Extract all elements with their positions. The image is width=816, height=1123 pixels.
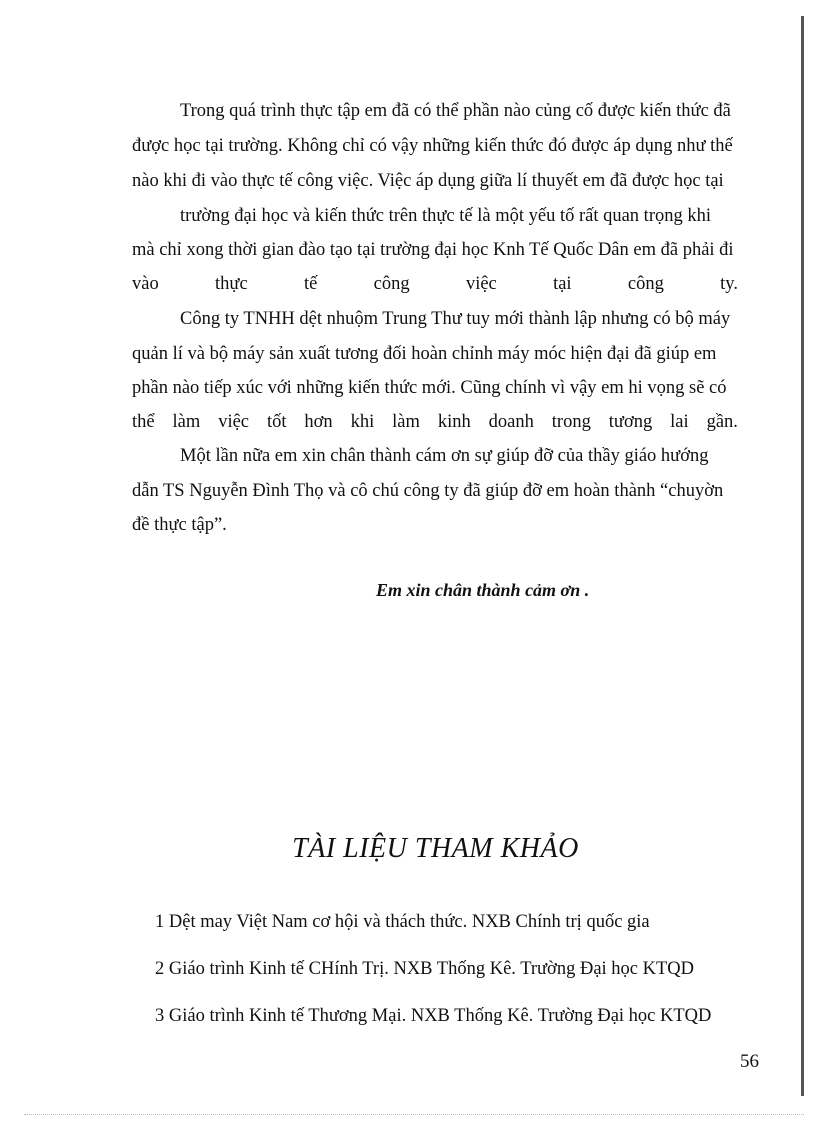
word: hơn bbox=[304, 412, 333, 432]
word: tốt bbox=[266, 412, 287, 432]
word: doanh bbox=[488, 412, 534, 432]
body-line-justified bbox=[132, 411, 738, 433]
word: kinh bbox=[437, 412, 471, 432]
word: làm bbox=[392, 412, 420, 432]
body-line: dẫn TS Nguyễn Đình Thọ và cô chú công ty đã giúp đỡ em hoàn thành “chuyờn bbox=[132, 481, 724, 501]
word: tế bbox=[303, 274, 318, 294]
word: làm bbox=[172, 412, 201, 432]
body-line: phần nào tiếp xúc với những kiến thức mới. Cũng chính vì vậy em hi vọng sẽ có bbox=[132, 378, 727, 398]
reference-item: 2 Giáo trình Kinh tế CHính Trị. NXB Thống Kê. Trường Đại học KTQD bbox=[155, 959, 695, 979]
body-line: quản lí và bộ máy sản xuất tương đối hoàn chỉnh máy móc hiện đại đã giúp em bbox=[132, 344, 717, 364]
word: vào bbox=[132, 274, 159, 294]
body-line: được học tại trường. Không chỉ có vậy những kiến thức đó được áp dụng như thế bbox=[132, 136, 733, 156]
page-number: 56 bbox=[740, 1051, 759, 1072]
word: lai bbox=[670, 412, 689, 432]
body-line: Công ty TNHH dệt nhuộm Trung Thư tuy mới thành lập nhưng có bộ máy bbox=[180, 309, 731, 329]
page-border-bottom bbox=[24, 1114, 804, 1115]
word: công bbox=[627, 274, 664, 294]
reference-item: 1 Dệt may Việt Nam cơ hội và thách thức. NXB Chính trị quốc gia bbox=[155, 912, 650, 932]
body-line: mà chỉ xong thời gian đào tạo tại trường đại học Knh Tế Quốc Dân em đã phải đi bbox=[132, 240, 734, 260]
page-border-right bbox=[801, 16, 804, 1096]
word: khi bbox=[350, 412, 375, 432]
closing-thanks: Em xin chân thành cảm ơn . bbox=[376, 580, 590, 600]
word: ty. bbox=[720, 274, 738, 294]
word: công bbox=[373, 274, 410, 294]
word: thực bbox=[215, 274, 248, 294]
body-line: đề thực tập”. bbox=[132, 515, 227, 535]
word: việc bbox=[465, 274, 497, 294]
body-line-justified bbox=[132, 273, 738, 295]
references-heading-text: TÀI LIỆU THAM KHẢO bbox=[292, 833, 579, 864]
references-heading bbox=[0, 833, 816, 865]
word: việc bbox=[218, 412, 250, 432]
reference-item: 3 Giáo trình Kinh tế Thương Mại. NXB Thống Kê. Trường Đại học KTQD bbox=[155, 1006, 712, 1026]
word: tương bbox=[608, 412, 653, 432]
body-line: trường đại học và kiến thức trên thực tế là một yếu tố rất quan trọng khi bbox=[180, 206, 711, 226]
word: thể bbox=[132, 412, 155, 432]
body-line: nào khi đi vào thực tế công việc. Việc áp dụng giữa lí thuyết em đã được học tại bbox=[132, 171, 724, 191]
body-line: Trong quá trình thực tập em đã có thể phần nào củng cố được kiến thức đã bbox=[180, 101, 731, 121]
word: trong bbox=[551, 412, 591, 432]
word: gần. bbox=[706, 412, 738, 432]
body-line: Một lần nữa em xin chân thành cám ơn sự giúp đỡ của thầy giáo hướng bbox=[180, 446, 709, 466]
word: tại bbox=[553, 274, 572, 294]
